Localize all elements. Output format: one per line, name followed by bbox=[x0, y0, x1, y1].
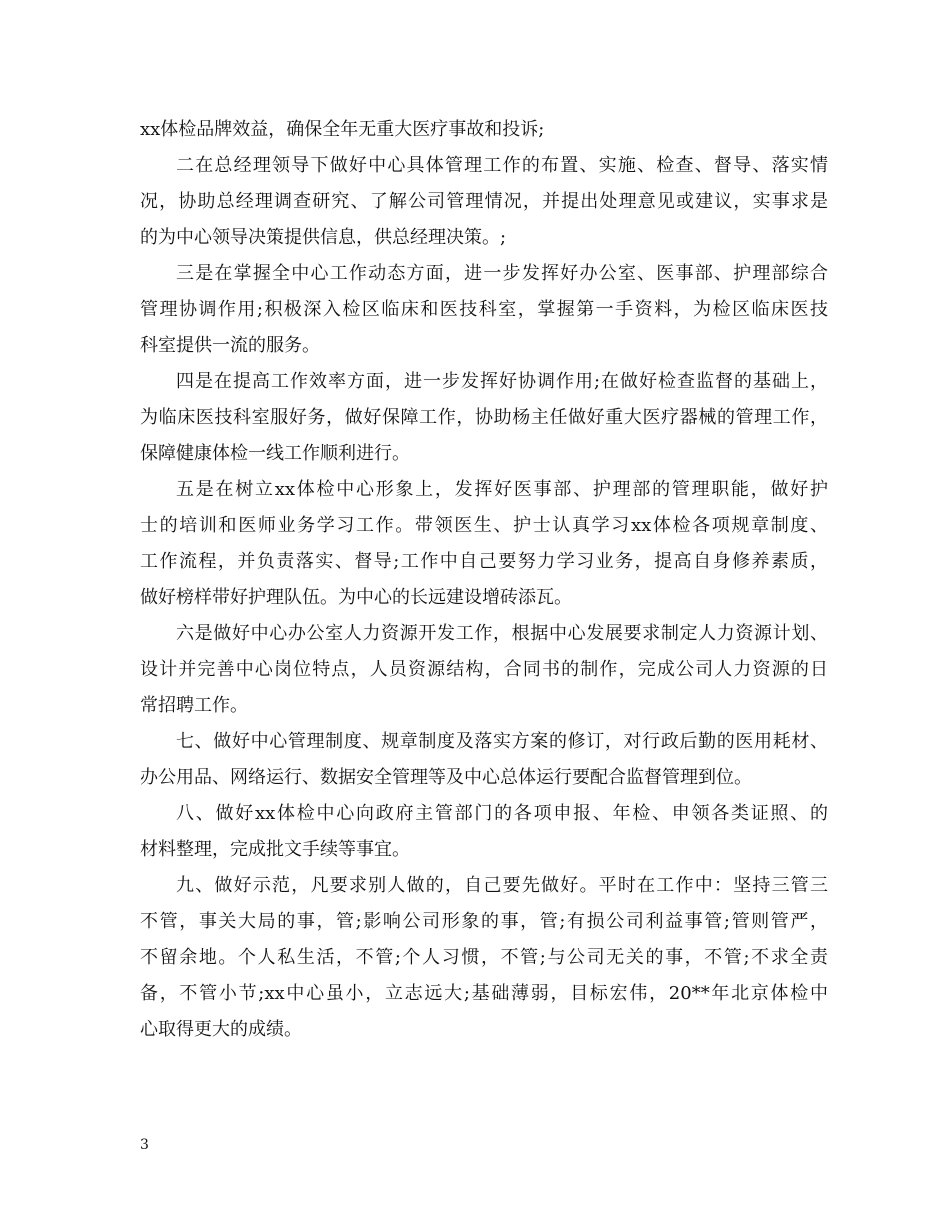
text-line: 七、做好中心管理制度、规章制度及落实方案的修订，对行政后勤的医用耗材、 bbox=[176, 731, 828, 752]
text-line: 管理协调作用;积极深入检区临床和医技科室，掌握第一手资料，为检区临床医技 bbox=[140, 299, 828, 320]
text-line: 四是在提高工作效率方面，进一步发挥好协调作用;在做好检查监督的基础上， bbox=[176, 371, 828, 392]
text-line: 三是在掌握全中心工作动态方面，进一步发挥好办公室、医事部、护理部综合 bbox=[176, 263, 828, 284]
text-line: 六是做好中心办公室人力资源开发工作，根据中心发展要求制定人力资源计划、 bbox=[176, 623, 828, 644]
text-line: 保障健康体检一线工作顺利进行。 bbox=[140, 443, 410, 464]
text-line: 设计并完善中心岗位特点，人员资源结构，合同书的制作，完成公司人力资源的日 bbox=[140, 659, 828, 680]
text-line: 做好榜样带好护理队伍。为中心的长远建设增砖添瓦。 bbox=[140, 587, 572, 608]
text-line: 材料整理，完成批文手续等事宜。 bbox=[140, 839, 410, 860]
text-line: 办公用品、网络运行、数据安全管理等及中心总体运行要配合监督管理到位。 bbox=[140, 767, 752, 788]
text-line: 九、做好示范，凡要求别人做的，自己要先做好。平时在工作中：坚持三管三 bbox=[176, 875, 828, 896]
text-line: 备，不管小节;xx中心虽小，立志远大;基础薄弱，目标宏伟，20**年北京体检中 bbox=[140, 983, 828, 1004]
text-line: 常招聘工作。 bbox=[140, 695, 248, 716]
text-line: 士的培训和医师业务学习工作。带领医生、护士认真学习xx体检各项规章制度、 bbox=[140, 515, 828, 536]
text-line: 不管，事关大局的事，管;影响公司形象的事，管;有损公司利益事管;管则管严， bbox=[140, 911, 828, 932]
text-line: 为临床医技科室服好务，做好保障工作，协助杨主任做好重大医疗器械的管理工作， bbox=[140, 407, 828, 428]
text-line: 五是在树立xx体检中心形象上，发挥好医事部、护理部的管理职能，做好护 bbox=[176, 479, 828, 500]
text-line: 况，协助总经理调查研究、了解公司管理情况，并提出处理意见或建议，实事求是 bbox=[140, 191, 828, 212]
text-line: 八、做好xx体检中心向政府主管部门的各项申报、年检、申领各类证照、的 bbox=[176, 803, 828, 824]
page-number: 3 bbox=[140, 1137, 149, 1153]
text-line: 心取得更大的成绩。 bbox=[140, 1019, 302, 1040]
text-line: xx体检品牌效益，确保全年无重大医疗事故和投诉; bbox=[140, 119, 545, 140]
document-body bbox=[140, 112, 828, 1048]
text-line: 工作流程，并负责落实、督导;工作中自己要努力学习业务，提高自身修养素质， bbox=[140, 551, 828, 572]
text-line: 不留余地。个人私生活，不管;个人习惯，不管;与公司无关的事，不管;不求全责 bbox=[140, 947, 828, 968]
text-line: 科室提供一流的服务。 bbox=[140, 335, 320, 356]
text-line: 二在总经理领导下做好中心具体管理工作的布置、实施、检查、督导、落实情 bbox=[176, 155, 828, 176]
text-line: 的为中心领导决策提供信息，供总经理决策。; bbox=[140, 227, 507, 248]
